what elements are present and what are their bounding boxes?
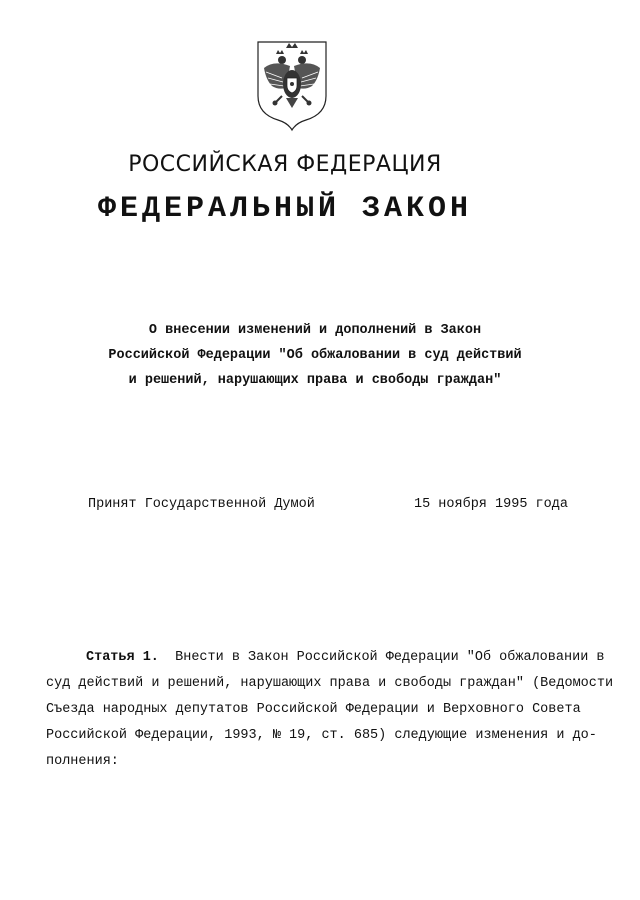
country-name: РОССИЙСКАЯ ФЕДЕРАЦИЯ [128,152,442,177]
law-title-line: и решений, нарушающих права и свободы граждан" [128,373,502,388]
article-line: полнения: [46,754,119,769]
article-line: суд действий и решений, нарушающих права и свободы граждан" (Ведомости [46,676,614,691]
article-first-line [46,645,605,671]
law-title [60,318,570,393]
law-title-line: О внесении изменений и дополнений в Закон [148,323,482,338]
article-1 [46,645,614,775]
article-line: Российской Федерации, 1993, № 19, ст. 685) следующие изменения и до- [46,728,597,743]
article-label: Статья 1. [86,650,159,665]
document-type: ФЕДЕРАЛЬНЫЙ ЗАКОН [97,192,473,226]
adopted-by: Принят Государственной Думой [88,497,315,512]
article-text: Внести в Закон Российской Федерации "Об обжаловании в [175,650,605,665]
law-title-line: Российской Федерации "Об обжаловании в суд действий [108,348,522,363]
adoption-date: 15 ноября 1995 года [414,497,568,512]
emblem [252,38,332,132]
article-line: Съезда народных депутатов Российской Федерации и Верховного Совета [46,702,581,717]
russian-coat-of-arms-icon [252,38,332,132]
